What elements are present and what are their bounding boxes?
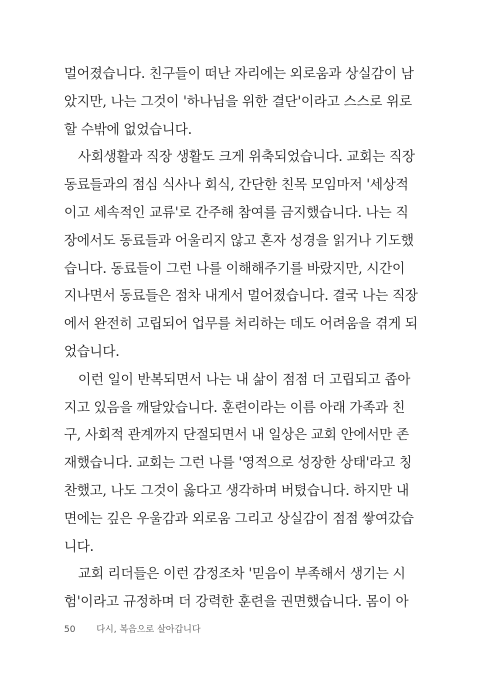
text-line: 멀어졌습니다. 친구들이 떠난 자리에는 외로움과 상실감이 남 bbox=[64, 66, 414, 82]
body-text bbox=[64, 61, 440, 617]
text-line: 이고 세속적인 교류'로 간주해 참여를 금지했습니다. 나는 직 bbox=[64, 204, 409, 221]
text-line: 동료들과의 점심 식사나 회식, 간단한 친목 모임마저 '세상적 bbox=[64, 177, 409, 194]
text-line: 니다. bbox=[64, 538, 94, 555]
text-line: 구, 사회적 관계까지 단절되면서 내 일상은 교회 안에서만 존 bbox=[64, 427, 410, 444]
text-line: 사회생활과 직장 생활도 크게 위축되었습니다. 교회는 직장 bbox=[78, 149, 415, 166]
text-line: 재했습니다. 교회는 그런 나를 '영적으로 성장한 상태'라고 칭 bbox=[64, 455, 412, 472]
text-line: 에서 완전히 고립되어 업무를 처리하는 데도 어려움을 겪게 되 bbox=[64, 316, 418, 333]
text-line: 습니다. 동료들이 그런 나를 이해해주기를 바랐지만, 시간이 bbox=[64, 260, 405, 277]
text-line: 할 수밖에 없었습니다. bbox=[64, 121, 192, 138]
text-line: 았지만, 나는 그것이 '하나님을 위한 결단'이라고 스스로 위로 bbox=[64, 93, 412, 110]
text-line: 었습니다. bbox=[64, 343, 120, 360]
running-title: 다시, 복음으로 살아갑니다 bbox=[96, 625, 201, 635]
text-line: 면에는 깊은 우울감과 외로움 그리고 상실감이 점점 쌓여갔습 bbox=[64, 510, 414, 527]
text-line: 험'이라고 규정하며 더 강력한 훈련을 권면했습니다. 몸이 아 bbox=[64, 594, 409, 611]
text-line: 장에서도 동료들과 어울리지 않고 혼자 성경을 읽거나 기도했 bbox=[64, 232, 414, 249]
text-line: 지나면서 동료들은 점차 내게서 멀어졌습니다. 결국 나는 직장 bbox=[64, 288, 418, 305]
page-number: 50 bbox=[64, 625, 76, 635]
page-footer bbox=[64, 622, 201, 635]
text-line: 지고 있음을 깨달았습니다. 훈련이라는 이름 아래 가족과 친 bbox=[64, 399, 405, 416]
text-line: 찬했고, 나도 그것이 옳다고 생각하며 버텼습니다. 하지만 내 bbox=[64, 482, 410, 499]
text-line: 이런 일이 반복되면서 나는 내 삶이 점점 더 고립되고 좁아 bbox=[78, 371, 411, 388]
text-line: 교회 리더들은 이런 감정조차 '믿음이 부족해서 생기는 시 bbox=[78, 566, 406, 583]
